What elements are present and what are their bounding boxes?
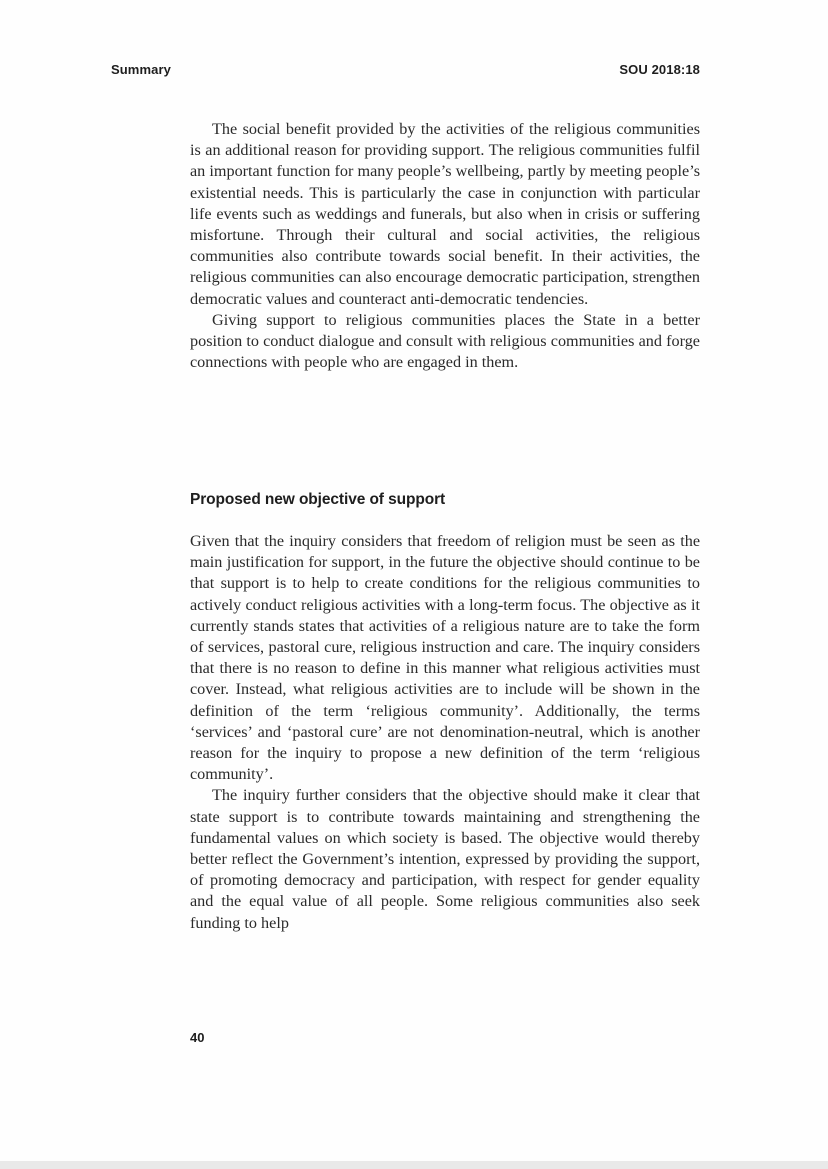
body-text-block-1: [190, 119, 700, 373]
paragraph: The inquiry further considers that the objective should make it clear that state support is to contribute towards maintaining and strengthening the fundamental values on which society is based. The objective would thereby better reflect the Government’s intention, expressed by providing the support, of promoting democracy and participation, with respect for gender equality and the equal value of all people. Some religious communities also seek funding to help: [190, 786, 700, 932]
scan-edge: [0, 1161, 828, 1169]
body-text-block-2: [190, 531, 700, 934]
running-head-section: Summary: [111, 62, 171, 77]
paragraph: Giving support to religious communities places the State in a better position to conduct dialogue and consult with religious communities and forge connections with people who are engaged in them.: [190, 310, 700, 372]
paragraph: Given that the inquiry considers that freedom of religion must be seen as the main justification for support, in the future the objective should continue to be that support is to help to create conditions for the religious communities to actively conduct religious activities with a long-term focus. The objective as it currently stands states that activities of a religious nature are to take the form of services, pastoral cure, religious instruction and care. The inquiry considers that there is no reason to define in this manner what religious activities must cover. Instead, what religious activities are to include will be shown in the definition of the term ‘religious community’. Additionally, the terms ‘services’ and ‘pastoral cure’ are not denomination-neutral, which is another reason for the inquiry to propose a new definition of the term ‘religious community’.: [190, 532, 700, 784]
page-number: 40: [190, 1030, 205, 1045]
section-heading: Proposed new objective of support: [190, 491, 446, 508]
paragraph: The social benefit provided by the activities of the religious communities is an additional reason for providing support. The religious communities fulfil an important function for many people’s wellbeing, partly by meeting people’s existential needs. This is particularly the case in conjunction with particular life events such as weddings and funerals, but also when in crisis or suffering misfortune. Through their cultural and social activities, the religious communities also contribute towards social benefit. In their activities, the religious communities can also encourage democratic participation, strengthen democratic values and counteract anti-democratic tendencies.: [190, 120, 700, 308]
running-head-document-id: SOU 2018:18: [619, 62, 700, 77]
